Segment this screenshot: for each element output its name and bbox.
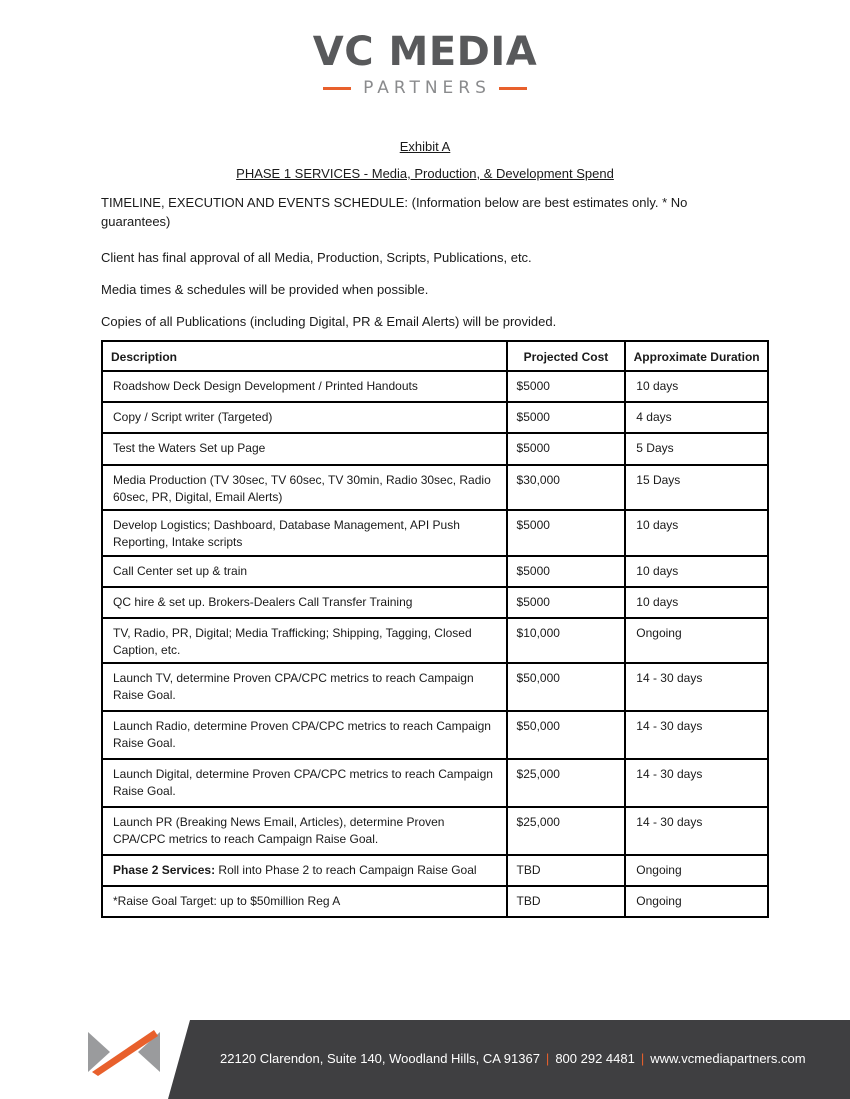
table-row [102, 618, 768, 663]
table-row [102, 433, 768, 465]
row-description: Launch Digital, determine Proven CPA/CPC metrics to reach Campaign Raise Goal. [102, 759, 507, 807]
table-row [102, 371, 768, 402]
table-row [102, 807, 768, 855]
publications-paragraph: Copies of all Publications (including Digital, PR & Email Alerts) will be provided. [101, 314, 557, 329]
row-duration: 10 days [625, 510, 768, 556]
row-description: Launch Radio, determine Proven CPA/CPC metrics to reach Campaign Raise Goal. [102, 711, 507, 759]
row-duration: 14 - 30 days [625, 663, 768, 711]
table-row [102, 465, 768, 510]
row-cost: $50,000 [507, 663, 626, 711]
logo-dash-left [323, 87, 351, 90]
row-description: *Raise Goal Target: up to $50million Reg A [102, 886, 507, 917]
row-description: TV, Radio, PR, Digital; Media Trafficking; Shipping, Tagging, Closed Caption, etc. [102, 618, 507, 663]
row-cost: TBD [507, 855, 626, 886]
row-duration: 10 days [625, 556, 768, 587]
footer-logo-mark-icon [88, 1028, 160, 1076]
logo-subline [0, 78, 850, 98]
row-cost: $5000 [507, 433, 626, 465]
header-projected-cost: Projected Cost [507, 341, 626, 371]
table-row [102, 556, 768, 587]
exhibit-title: Exhibit A [399, 139, 451, 154]
company-logo [0, 28, 850, 98]
schedule-paragraph: Media times & schedules will be provided when possible. [101, 282, 429, 297]
logo-subtext: PARTNERS [363, 78, 491, 98]
row-duration: Ongoing [625, 618, 768, 663]
row-cost: $25,000 [507, 807, 626, 855]
row-description [102, 855, 507, 886]
phase2-text: Roll into Phase 2 to reach Campaign Raise Goal [215, 863, 477, 877]
row-duration: 14 - 30 days [625, 711, 768, 759]
row-cost: TBD [507, 886, 626, 917]
footer-separator: | [640, 1051, 645, 1066]
row-cost: $5000 [507, 510, 626, 556]
row-duration: 4 days [625, 402, 768, 433]
footer-phone: 800 292 4481 [555, 1051, 635, 1066]
row-cost: $10,000 [507, 618, 626, 663]
row-cost: $5000 [507, 402, 626, 433]
row-description: Call Center set up & train [102, 556, 507, 587]
row-duration: 14 - 30 days [625, 807, 768, 855]
services-table [101, 340, 769, 918]
footer-separator: | [545, 1051, 550, 1066]
row-description: Launch TV, determine Proven CPA/CPC metrics to reach Campaign Raise Goal. [102, 663, 507, 711]
row-description: Copy / Script writer (Targeted) [102, 402, 507, 433]
footer-address: 22120 Clarendon, Suite 140, Woodland Hills, CA 91367 [220, 1051, 540, 1066]
header-description: Description [102, 341, 507, 371]
row-description: QC hire & set up. Brokers-Dealers Call Transfer Training [102, 587, 507, 618]
table-row [102, 587, 768, 618]
table-row [102, 510, 768, 556]
row-description: Launch PR (Breaking News Email, Articles), determine Proven CPA/CPC metrics to reach Campaign Raise Goal. [102, 807, 507, 855]
phase-title: PHASE 1 SERVICES - Media, Production, & Development Spend [236, 166, 614, 181]
row-description: Test the Waters Set up Page [102, 433, 507, 465]
table-header-row [102, 341, 768, 371]
row-duration: 5 Days [625, 433, 768, 465]
row-duration: Ongoing [625, 855, 768, 886]
row-cost: $50,000 [507, 711, 626, 759]
row-duration: 10 days [625, 587, 768, 618]
row-duration: Ongoing [625, 886, 768, 917]
timeline-note: TIMELINE, EXECUTION AND EVENTS SCHEDULE: (Information below are best estimates only. * No guarantees) [101, 195, 688, 229]
table-row [102, 402, 768, 433]
row-description: Roadshow Deck Design Development / Printed Handouts [102, 371, 507, 402]
table-row [102, 711, 768, 759]
row-cost: $30,000 [507, 465, 626, 510]
row-cost: $5000 [507, 587, 626, 618]
row-cost: $5000 [507, 371, 626, 402]
table-row [102, 855, 768, 886]
row-description: Develop Logistics; Dashboard, Database Management, API Push Reporting, Intake scripts [102, 510, 507, 556]
row-duration: 10 days [625, 371, 768, 402]
row-duration: 15 Days [625, 465, 768, 510]
row-description: Media Production (TV 30sec, TV 60sec, TV 30min, Radio 30sec, Radio 60sec, PR, Digital, Email Alerts) [102, 465, 507, 510]
footer-contact [220, 1051, 806, 1066]
table-row [102, 663, 768, 711]
row-cost: $25,000 [507, 759, 626, 807]
logo-dash-right [499, 87, 527, 90]
logo-wordmark: VC MEDIA [312, 29, 538, 75]
footer-website[interactable]: www.vcmediapartners.com [650, 1051, 806, 1066]
approval-paragraph: Client has final approval of all Media, Production, Scripts, Publications, etc. [101, 250, 532, 265]
row-duration: 14 - 30 days [625, 759, 768, 807]
row-cost: $5000 [507, 556, 626, 587]
table-row [102, 886, 768, 917]
header-approximate-duration: Approximate Duration [625, 341, 768, 371]
table-row [102, 759, 768, 807]
phase2-label: Phase 2 Services: [113, 863, 216, 877]
